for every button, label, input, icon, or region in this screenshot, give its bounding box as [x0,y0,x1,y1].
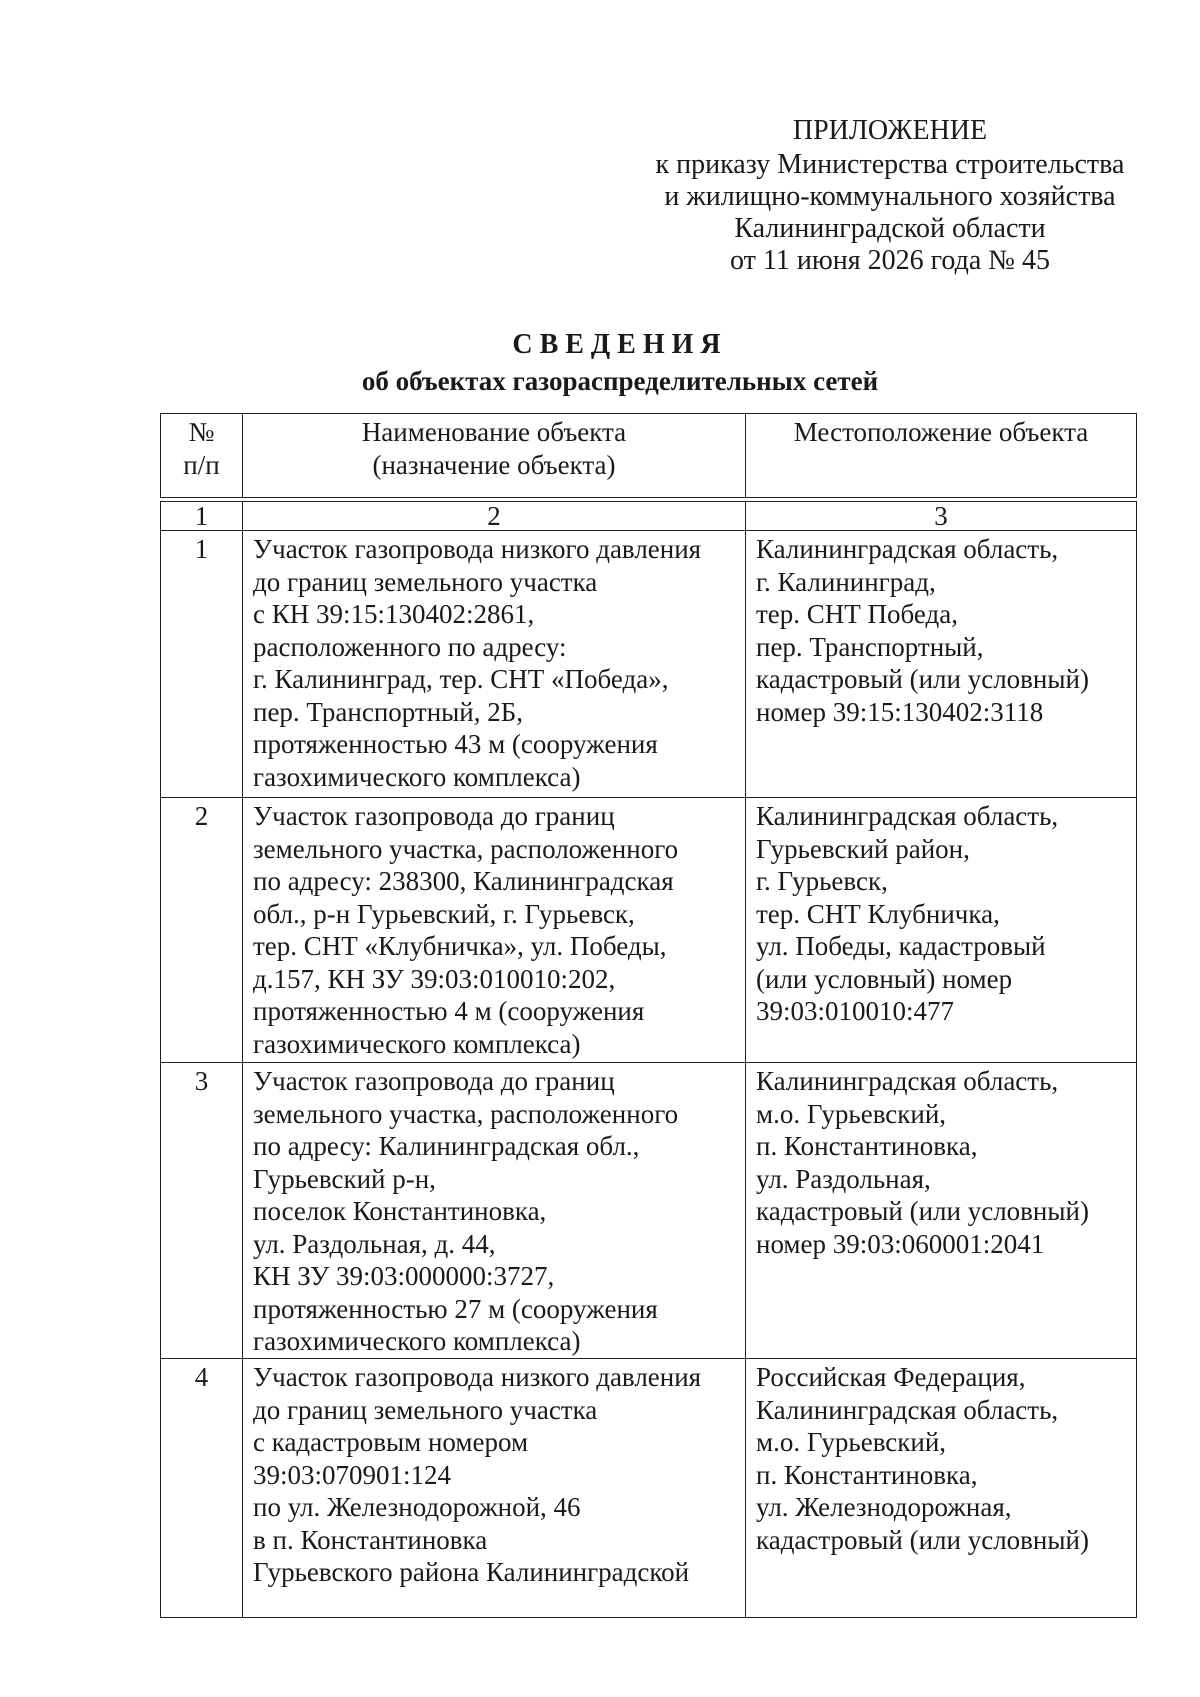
column-number: 3 [746,502,1137,531]
objects-table [160,413,1137,1618]
object-name-line: Участок газопровода низкого давления [253,1362,702,1392]
object-location-line: ул. Раздольная, [756,1163,931,1194]
object-location-line: кадастровый (или условный) [756,1524,1089,1555]
object-location-line: г. Гурьевск, [756,866,888,896]
object-name-line: в п. Константиновка [253,1524,488,1555]
object-name-line: газохимического комплекса) [253,1028,581,1059]
object-name-line: поселок Константиновка, [253,1196,547,1226]
object-location-line: пер. Транспортный, [756,631,984,662]
object-name-line: по адресу: 238300, Калининградская [253,866,674,896]
object-location-cell [746,1359,1137,1618]
object-name-line: с кадастровым номером [253,1427,529,1457]
appendix-block [630,115,1150,277]
object-name-line: Участок газопровода до границ [253,1066,615,1096]
object-location-line: тер. СНТ Клубничка, [756,898,1000,929]
object-name-line: расположенного по адресу: [253,631,567,662]
row-number: 4 [161,1359,243,1618]
object-location-cell [746,1063,1137,1359]
header-text: (назначение объекта) [372,449,616,480]
object-location-line: Калининградская область, [756,1066,1059,1096]
object-name-line: обл., р-н Гурьевский, г. Гурьевск, [253,898,635,929]
object-name-cell [243,1359,746,1618]
table-row [161,798,1137,1063]
object-name-line: газохимического комплекса) [253,1326,581,1356]
object-location-line: п. Константиновка, [756,1459,978,1490]
object-name-line: протяженностью 4 м (сооружения [253,996,645,1026]
column-numbers-row [161,502,1137,531]
table-row [161,1359,1137,1618]
object-location-line: Гурьевский район, [756,833,970,864]
object-location-line: кадастровый (или условный) [756,1196,1089,1226]
header-text: п/п [183,449,220,480]
object-name-line: г. Калининград, тер. СНТ «Победа», [253,664,669,694]
object-name-cell [243,531,746,798]
object-location-line: 39:03:010010:477 [756,996,955,1026]
object-location-line: п. Константиновка, [756,1131,978,1161]
object-name-cell [243,798,746,1063]
object-name-line: газохимического комплекса) [253,761,581,792]
row-number: 3 [161,1063,243,1359]
object-name-line: 39:03:070901:124 [253,1459,452,1490]
header-text: № [188,417,215,447]
object-name-line: протяженностью 43 м (сооружения [253,729,658,759]
object-location-line: Калининградская область, [756,1394,1059,1425]
table-header-row [161,414,1137,498]
object-name-line: ул. Раздольная, д. 44, [253,1228,496,1259]
header-name [243,414,746,498]
column-number: 1 [161,502,243,531]
object-location-line: Калининградская область, [756,534,1059,564]
object-location-line: Российская Федерация, [756,1362,1026,1392]
header-text: Наименование объекта [361,417,627,447]
object-location-line: ул. Железнодорожная, [756,1492,1012,1522]
header-number [161,414,243,498]
object-name-line: с КН 39:15:130402:2861, [253,599,535,629]
object-location-line: Калининградская область, [756,801,1059,831]
object-name-line: Гурьевский р-н, [253,1163,436,1194]
object-name-line: по ул. Железнодорожной, 46 [253,1492,581,1522]
object-name-line: Участок газопровода низкого давления [253,534,702,564]
row-number: 1 [161,531,243,798]
object-location-line: м.о. Гурьевский, [756,1098,947,1129]
object-name-line: по адресу: Калининградская обл., [253,1131,640,1161]
object-location-line: номер 39:15:130402:3118 [756,696,1044,727]
appendix-line: и жилищно-коммунального хозяйства [664,181,1116,212]
object-name-line: пер. Транспортный, 2Б, [253,696,523,727]
object-name-line: до границ земельного участка [253,1394,598,1425]
object-name-line: протяженностью 27 м (сооружения [253,1293,658,1324]
object-name-line: Участок газопровода до границ [253,801,615,831]
object-location-cell [746,798,1137,1063]
document-title: СВЕДЕНИЯ [512,329,728,360]
table-row [161,531,1137,798]
object-location-line: г. Калининград, [756,566,936,597]
header-text: Местоположение объекта [793,417,1089,447]
object-name-cell [243,1063,746,1359]
object-location-line: м.о. Гурьевский, [756,1427,947,1457]
object-location-line: кадастровый (или условный) [756,664,1089,694]
object-name-line: КН ЗУ 39:03:000000:3727, [253,1261,555,1291]
object-name-line: д.157, КН ЗУ 39:03:010010:202, [253,963,616,994]
object-name-line: земельного участка, расположенного [253,1098,679,1129]
row-number: 2 [161,798,243,1063]
object-name-line: земельного участка, расположенного [253,833,679,864]
document-subtitle: об объектах газораспределительных сетей [361,366,879,396]
appendix-line: к приказу Министерства строительства [655,149,1125,180]
appendix-title: ПРИЛОЖЕНИЕ [792,115,988,146]
object-location-cell [746,531,1137,798]
appendix-line: Калининградской области [734,213,1046,244]
object-location-line: тер. СНТ Победа, [756,599,959,629]
header-location [746,414,1137,498]
appendix-date-line: от 11 июня 2026 года № 45 [730,245,1050,276]
column-number: 2 [243,502,746,531]
object-location-line: номер 39:03:060001:2041 [756,1228,1045,1259]
object-name-line: тер. СНТ «Клубничка», ул. Победы, [253,931,667,961]
object-name-line: до границ земельного участка [253,566,598,597]
object-location-line: ул. Победы, кадастровый [756,931,1046,961]
table-row [161,1063,1137,1359]
object-name-line: Гурьевского района Калининградской [253,1557,690,1587]
object-location-line: (или условный) номер [756,963,1013,994]
